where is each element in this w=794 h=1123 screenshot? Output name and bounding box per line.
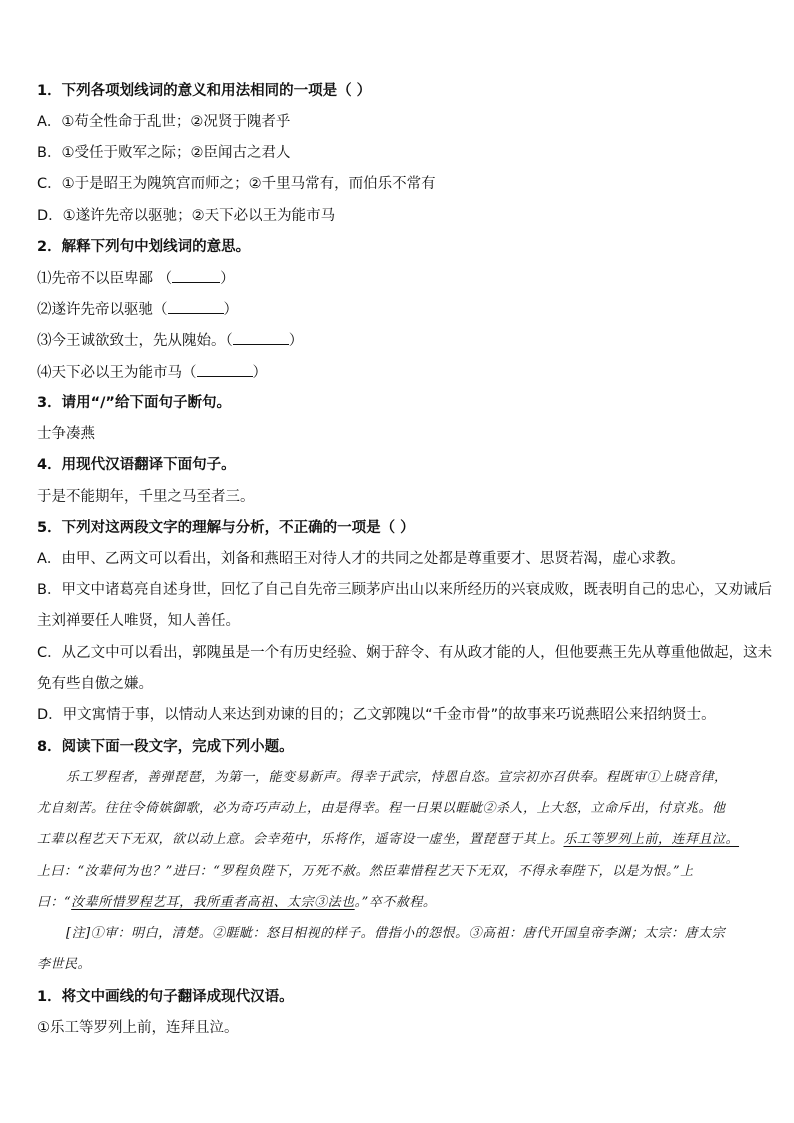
option-a: A．①苟全性命于乱世；②况贤于隗者乎 [37, 114, 291, 130]
question-4: 4．用现代汉语翻译下面句子。 [37, 457, 236, 473]
answer-blank-4[interactable] [197, 362, 253, 377]
underlined-sentence-1: 乐工等罗列上前，连拜且泣。 [563, 832, 740, 847]
passage-note-1: [注]①审：明白，清楚。②睚眦：怒目相视的样子。借指小的怨恨。③高祖：唐代开国皇帝李渊；太宗：唐太宗 [66, 926, 726, 941]
option-b: B．①受任于败军之际；②臣闻古之君人 [37, 145, 291, 161]
close-paren-2: ） [223, 302, 238, 318]
answer-blank-2[interactable] [168, 299, 224, 314]
passage-line-5-start: 曰：“ [37, 895, 72, 910]
sub-question-1-item: ①乐工等罗列上前，连拜且泣。 [37, 1020, 239, 1036]
question-1: 1．下列各项划线词的意义和用法相同的一项是（ ） [37, 83, 372, 99]
passage-line-3-text: 工辈以程艺天下无双，欲以动上意。会幸苑中，乐将作，遥寄设一虚坐，置琵琶于其上。 [37, 832, 564, 847]
underlined-sentence-2: 汝辈所惜罗程艺耳，我所重者高祖、太宗③法也 [71, 895, 355, 910]
passage-line-5 [37, 893, 436, 913]
q5-option-d: D．甲文寓情于事，以情动人来达到劝谏的目的；乙文郭隗以“千金市骨”的故事来巧说燕昭公来招纳贤士。 [37, 707, 716, 723]
question-3-sentence: 士争凑燕 [37, 426, 95, 442]
close-paren-1: ） [220, 271, 235, 287]
question-5: 5．下列对这两段文字的理解与分析，不正确的一项是（ ） [37, 520, 415, 536]
blank-item-3 [37, 330, 303, 351]
blank-item-4 [37, 362, 267, 383]
close-paren-3: ） [288, 333, 304, 349]
blank-item-3-text: ⑶今王诚欲致士，先从隗始。（ [37, 333, 233, 349]
passage-line-1: 乐工罗程者，善弹琵琶，为第一，能变易新声。得幸于武宗，恃恩自恣。宣宗初亦召供奉。程既审①上晓音律， [66, 770, 728, 785]
answer-blank-3[interactable] [233, 330, 289, 345]
close-paren-4: ） [252, 365, 267, 381]
blank-item-1-text: ⑴先帝不以臣卑鄙 （ [37, 271, 173, 287]
option-c: C．①于是昭王为隗筑宫而师之；②千里马常有，而伯乐不常有 [37, 176, 436, 192]
answer-blank-1[interactable] [172, 268, 220, 283]
sub-question-1: 1．将文中画线的句子翻译成现代汉语。 [37, 989, 294, 1005]
question-4-sentence: 于是不能期年，千里之马至者三。 [37, 489, 255, 505]
passage-line-3 [37, 830, 739, 850]
question-8: 8．阅读下面一段文字，完成下列小题。 [37, 739, 294, 755]
blank-item-2-text: ⑵遂许先帝以驱驰（ [37, 302, 168, 318]
option-d: D．①遂许先帝以驱驰；②天下必以王为能市马 [37, 208, 336, 224]
q5-option-b-cont: 主刘禅要任人唯贤，知人善任。 [37, 613, 240, 629]
blank-item-2 [37, 299, 238, 320]
passage-line-4: 上曰：“汝辈何为也？”进曰：“罗程负陛下，万死不赦。然臣辈惜程艺天下无双，不得永奉陛下，以是为恨。”上 [37, 864, 694, 879]
question-2: 2．解释下列句中划线词的意思。 [37, 239, 251, 255]
passage-line-5-end: 。”卒不赦程。 [354, 895, 437, 910]
q5-option-c: C．从乙文中可以看出，郭隗虽是一个有历史经验、娴于辞令、有从政才能的人，但他要燕王先从尊重他做起，这未 [37, 645, 773, 661]
blank-item-1 [37, 268, 235, 289]
q5-option-c-cont: 免有些自傲之嫌。 [37, 676, 153, 692]
passage-note-2: 李世民。 [37, 957, 92, 972]
q5-option-a: A．由甲、乙两文可以看出，刘备和燕昭王对待人才的共同之处都是尊重要才、思贤若渴，虚心求教。 [37, 551, 685, 567]
blank-item-4-text: ⑷天下必以王为能市马（ [37, 365, 197, 381]
question-3: 3．请用“/”给下面句子断句。 [37, 395, 231, 411]
passage-line-2: 尤自刻苦。往往令倚嫔御歌，必为奇巧声动上，由是得幸。程一日果以睚眦②杀人，上大怒，立命斥出，付京兆。他 [37, 801, 726, 816]
q5-option-b: B．甲文中诸葛亮自述身世，回忆了自己自先帝三顾茅庐出山以来所经历的兴衰成败，既表明自己的忠心，又劝诫后 [37, 582, 772, 598]
